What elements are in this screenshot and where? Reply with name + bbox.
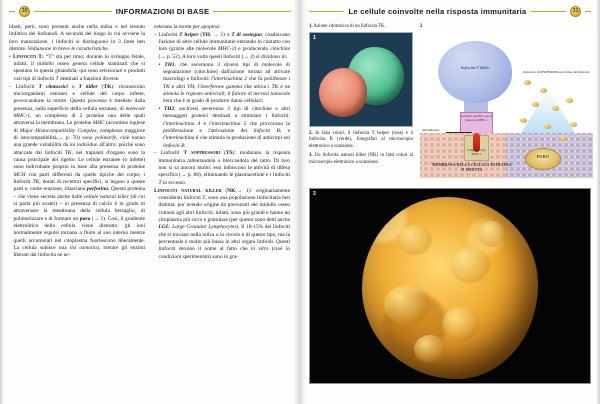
right-page <box>300 0 600 404</box>
perforin-molecule <box>566 98 573 103</box>
determinant-label: determinante <box>422 128 440 133</box>
perforin-molecule <box>532 102 539 107</box>
paragraph-th2: • TH2, anch'essi secernono 3 tipi di citochine e altri messaggeri proteici destinati a stimolare i linfociti: l'interleuchina 4 e l'interleuchina 5 che provocano la proliferazione e l'attivazione dei linfociti B; e l'interleuchina 6 che stimola la produzione di anticorpi nei linfociti B. <box>158 105 291 149</box>
header-rule-left-r <box>309 11 344 12</box>
left-page-columns <box>9 24 291 402</box>
paragraph-linfociti-t: • Linfociti T: “T” sta per timo; durante lo sviluppo fetale, infatti, il midollo osseo genera cellule staminali che si spostano in questa ghiandola; qui sono selezionati e prodotti vari tipi di linfociti T destinati a funzioni diverse. <box>9 53 146 82</box>
figure-2-diagram <box>420 32 593 184</box>
figure-1-tag: 1 <box>313 35 316 42</box>
figure-3-caption-text: Un linfocita natural killer (NK) in falsi colori al microscopio elettronico a scansione. <box>309 153 413 165</box>
cell-surface-bump <box>442 307 480 341</box>
figure-2-tag-row <box>420 24 593 30</box>
right-page-title: Le cellule coinvolte nella risposta immunitaria <box>348 7 527 16</box>
header-rule-left <box>9 11 15 12</box>
header-rule-mid-r <box>531 11 566 12</box>
cell-surface-bump <box>398 225 432 255</box>
left-page-title: INFORMAZIONI DI BASE <box>115 7 210 16</box>
paragraph-th1: • TH1, che secernono 3 diversi tipi di molecole di segnalazione (citochine) dall'azione mirata ad attivare macrofagi e linfociti: l'interleuchina 2 che fa proliferare i TK e altri TH; l'interferone gamma che attiva i TK e ne stimola le risposte antivirali; il fattore di necrosi tumorale beta che è in grado di produrre danni cellulari; <box>158 61 291 105</box>
t-killer-lymphocyte-label: linfocita T killer <box>460 65 490 71</box>
figure-2-column <box>420 24 593 184</box>
perforin-molecule <box>570 122 577 127</box>
left-column-1 <box>9 24 145 402</box>
right-page-number-badge: 31 <box>570 6 581 17</box>
natural-killer-cell <box>362 197 538 379</box>
figure-3-micrograph <box>309 188 591 384</box>
paragraph-natural-killer: Linfociti natural killer (NK,→ 1): originariamente considerati linfociti T, sono una popolazione linfocitaria ben distinta: pur avendo origine da precursori del midollo osseo comuni agli altri linfociti, infatti, sono più grandi e hanno un citoplasma più ricco e granulare (per questo sono detti anche LGL: Large Granular Lymphocytes). Il 10-15% dei linfociti che si trovano nella milza o in circolo è di questo tipo, ma la percentuale è molto più bassa in altri organi linfoidi. Questi linfociti devono il nome al fatto che in vitro (cioè in condizioni sperimentali) sono in gra- <box>154 187 291 260</box>
paragraph: celerano la morte per apoptosi. <box>154 24 221 30</box>
paragraph-t-helper: – Linfociti T helper (TH, → 1) o T di sostegno: coadiuvano l'azione di altre cellule immunitarie entrando in contatto con loro (grazie alle molecole MHC-2) e producendo citochine (→ p. 52). A loro volta questi linfociti (→ 2) si dividono in: <box>154 31 290 60</box>
header-rule-right <box>213 11 291 12</box>
cell-surface-bump <box>384 285 430 325</box>
figure-1-caption <box>309 24 413 30</box>
perforin-label: molecole di PERFORINA prodotte dal linfocita <box>523 70 590 75</box>
left-page-number-badge: 30 <box>19 6 30 17</box>
paragraph-t-citotossici: – Linfociti T citotossici o T killer (TK): riconoscono microrganismi estranei e cellule del corpo infette, provocandone la morte. Questo processo è mediato dalla presenza, sulla superficie della cellula estranea, di molecole MHC-1, un complesso di 2 proteine una delle quali attraversa la membrana. Le proteine MHC (acronimo inglese di Major Histocompatibility Complex, complesso maggiore di istocompatibilità,→ p. 70) sono polimorfe, cioè hanno una grande variabilità da un individuo all'altro: poiché sono attaccate dai linfociti TK, nei trapianti d'organo sono la causa principale del rigetto. Le cellule estranee (o infette) sono individuate proprio in base alla presenza di proteine MCH con parti differenti da quelle tipiche del corpo; i linfociti TK, dotati di recettori specifici, si legano a queste parti e, come reazione, rilasciano perforina. Questa proteina – che viene secreta anche dalle cellule natural killer (di cui si parla più avanti) – in presenza di calcio è in grado di attraversare la membrana della cellula bersaglio, di polimerizzare e di formare un poro (→ 1). Così, il gradiente elettrolitico della cellula viene distrutto: gli ioni normalmente espulsi tornano a fluire al suo interno mentre quelli accumulati nel citoplasma fuoriescono liberamente. La cellula subisce una lisi osmotica, mentre gli enzimi liberati dal linfocita ne ac- <box>9 83 146 259</box>
figures-top-row <box>309 24 591 184</box>
perforin-molecule <box>544 124 551 129</box>
figure-2-tag: 2 <box>420 24 423 29</box>
determinant-leader-line <box>446 132 472 133</box>
perforin-molecule <box>552 106 559 111</box>
figure-1-caption-number: 1. <box>309 24 313 29</box>
figure-1-column <box>309 24 413 184</box>
paragraph-t-soppressori: – Linfociti T soppressori (TS): modulano la risposta immunitaria rallentandola o bloccandola del tutto. Di loro non si sa ancora molto: essi inibiscono le attività di difesa specifica (→ p. 88), eliminando le plasmacellule e i linfociti T in eccesso. <box>154 150 290 186</box>
ag-mhc1-complex-label: complesso Ag-MHC-1 <box>466 148 487 157</box>
perforin-molecule <box>540 88 547 93</box>
figure-2-caption-number: 2. <box>309 131 313 137</box>
figure-3-caption-number: 3. <box>309 153 313 159</box>
figure-1-micrograph <box>309 32 413 127</box>
membrane-label: MEMBRANA DELLA CELLULA ESTRANEA O INFETTA <box>432 163 512 172</box>
left-column-2 <box>154 24 290 402</box>
right-page-header <box>309 4 591 19</box>
right-page-body <box>309 24 591 402</box>
figure-3-caption <box>309 153 413 165</box>
figure-2-caption <box>309 131 413 150</box>
figure-1-caption-text: Azione citotossica di un linfocita TK. <box>313 24 386 29</box>
mhc1-receptor-label: recettore specifico per la molecola MHC-1 <box>460 114 493 123</box>
left-page-header <box>9 4 291 19</box>
header-rule-right-r <box>585 11 591 12</box>
membrane-pore-label: PORO <box>536 155 550 160</box>
perforin-molecule <box>560 136 567 141</box>
cell-surface-bump <box>414 335 446 363</box>
perforin-molecule <box>524 80 531 85</box>
perforin-molecule <box>520 118 527 123</box>
figure-captions-2-3 <box>309 131 413 166</box>
cell-surface-bump <box>450 247 490 283</box>
lymphocyte-t-helper-cell-pink <box>319 68 367 117</box>
paragraph: blasti, però, sono presenti anche nella milza e nel tessuto linfatico dei linfonodi. A seconda del luogo in cui avviene la loro maturazione, i linfociti si distinguono in 3 linee ben distinte. Vediamone in breve le caratteristiche. <box>9 24 145 53</box>
t-killer-lymphocyte-body <box>438 41 512 103</box>
header-rule-mid <box>34 11 112 12</box>
figure-3-tag: 3 <box>313 191 316 198</box>
figure-2-caption-text: In falsi colori, il linfocita T helper (rosa) e il linfocita B (verde), fotografati al microscopio elettronico a scansione. <box>309 131 413 149</box>
